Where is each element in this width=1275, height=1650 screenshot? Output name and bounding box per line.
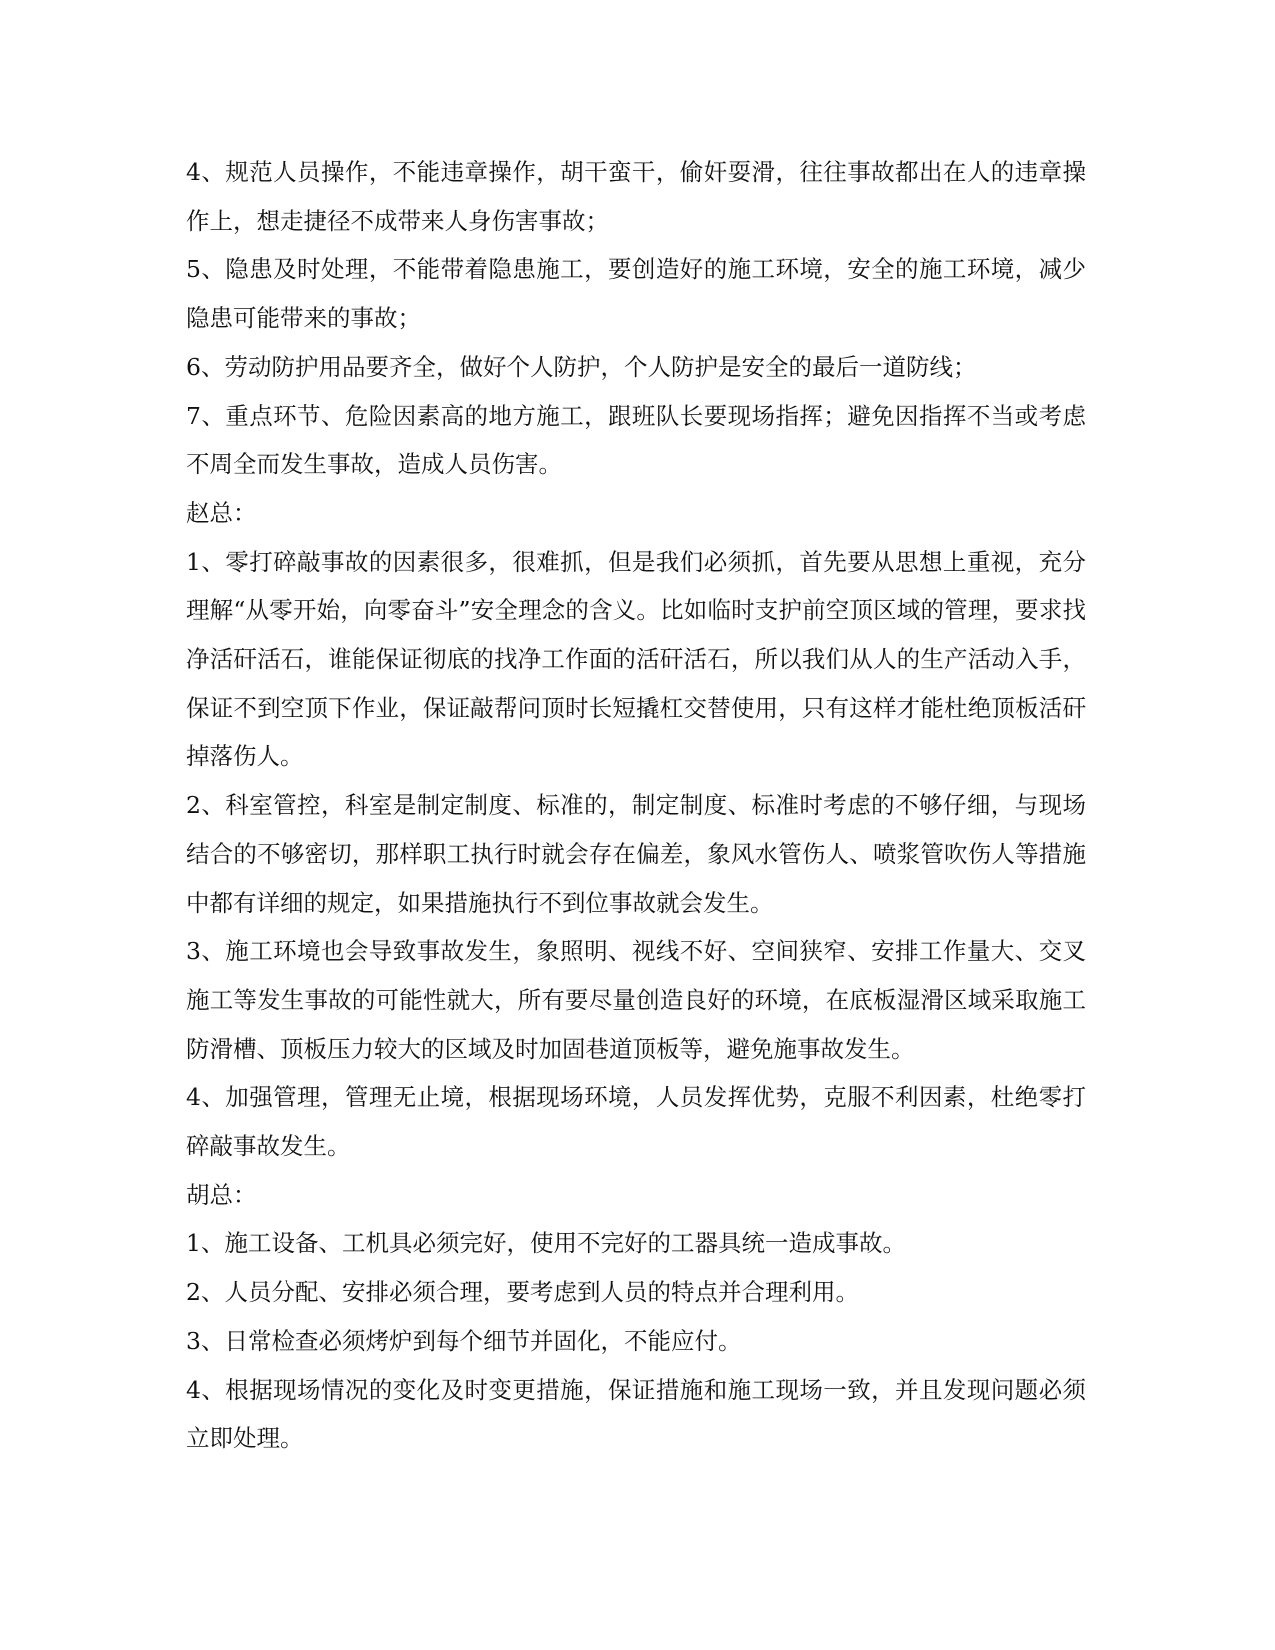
hu-item-4: 4、根据现场情况的变化及时变更措施，保证措施和施工现场一致，并且发现问题必须立即处理。 <box>186 1375 1086 1453</box>
zhao-item-1: 1、零打碎敲事故的因素很多，很难抓，但是我们必须抓，首先要从思想上重视，充分理解“从零开始，向零奋斗”安全理念的含义。比如临时支护前空顶区域的管理，要求找净活矸活石，谁能保证彻底的找净工作面的活矸活石，所以我们从人的生产活动入手，保证不到空顶下作业，保证敲帮问顶时长短撬杠交替使用，只有这样才能杜绝顶板活矸掉落伤人。 <box>186 547 1086 771</box>
speaker-heading-hu: 胡总： <box>186 1180 257 1209</box>
zhao-item-3: 3、施工环境也会导致事故发生，象照明、视线不好、空间狭窄、安排工作量大、交叉施工等发生事故的可能性就大，所有要尽量创造良好的环境，在底板湿滑区域采取施工防滑槽、顶板压力较大的区域及时加固巷道顶板等，避免施事故发生。 <box>186 937 1086 1063</box>
paragraph-item-7: 7、重点环节、危险因素高的地方施工，跟班队长要现场指挥；避免因指挥不当或考虑不周全而发生事故，造成人员伤害。 <box>186 401 1086 479</box>
zhao-item-4: 4、加强管理，管理无止境，根据现场环境，人员发挥优势，克服不利因素，杜绝零打碎敲事故发生。 <box>186 1083 1086 1161</box>
paragraph-item-6: 6、劳动防护用品要齐全，做好个人防护，个人防护是安全的最后一道防线； <box>186 352 977 381</box>
hu-item-3: 3、日常检查必须烤炉到每个细节并固化，不能应付。 <box>186 1326 742 1355</box>
speaker-heading-zhao: 赵总： <box>186 498 257 527</box>
hu-item-1: 1、施工设备、工机具必须完好，使用不完好的工器具统一造成事故。 <box>186 1229 906 1258</box>
paragraph-item-5: 5、隐患及时处理，不能带着隐患施工，要创造好的施工环境，安全的施工环境，减少隐患可能带来的事故； <box>186 255 1086 333</box>
document-page <box>186 148 1086 1463</box>
hu-item-2: 2、人员分配、安排必须合理，要考虑到人员的特点并合理利用。 <box>186 1278 859 1307</box>
zhao-item-2: 2、科室管控，科室是制定制度、标准的，制定制度、标准时考虑的不够仔细，与现场结合的不够密切，那样职工执行时就会存在偏差，象风水管伤人、喷浆管吹伤人等措施中都有详细的规定，如果措施执行不到位事故就会发生。 <box>186 791 1086 917</box>
paragraph-item-4: 4、规范人员操作，不能违章操作，胡干蛮干，偷奸耍滑，往往事故都出在人的违章操作上，想走捷径不成带来人身伤害事故； <box>186 158 1086 235</box>
